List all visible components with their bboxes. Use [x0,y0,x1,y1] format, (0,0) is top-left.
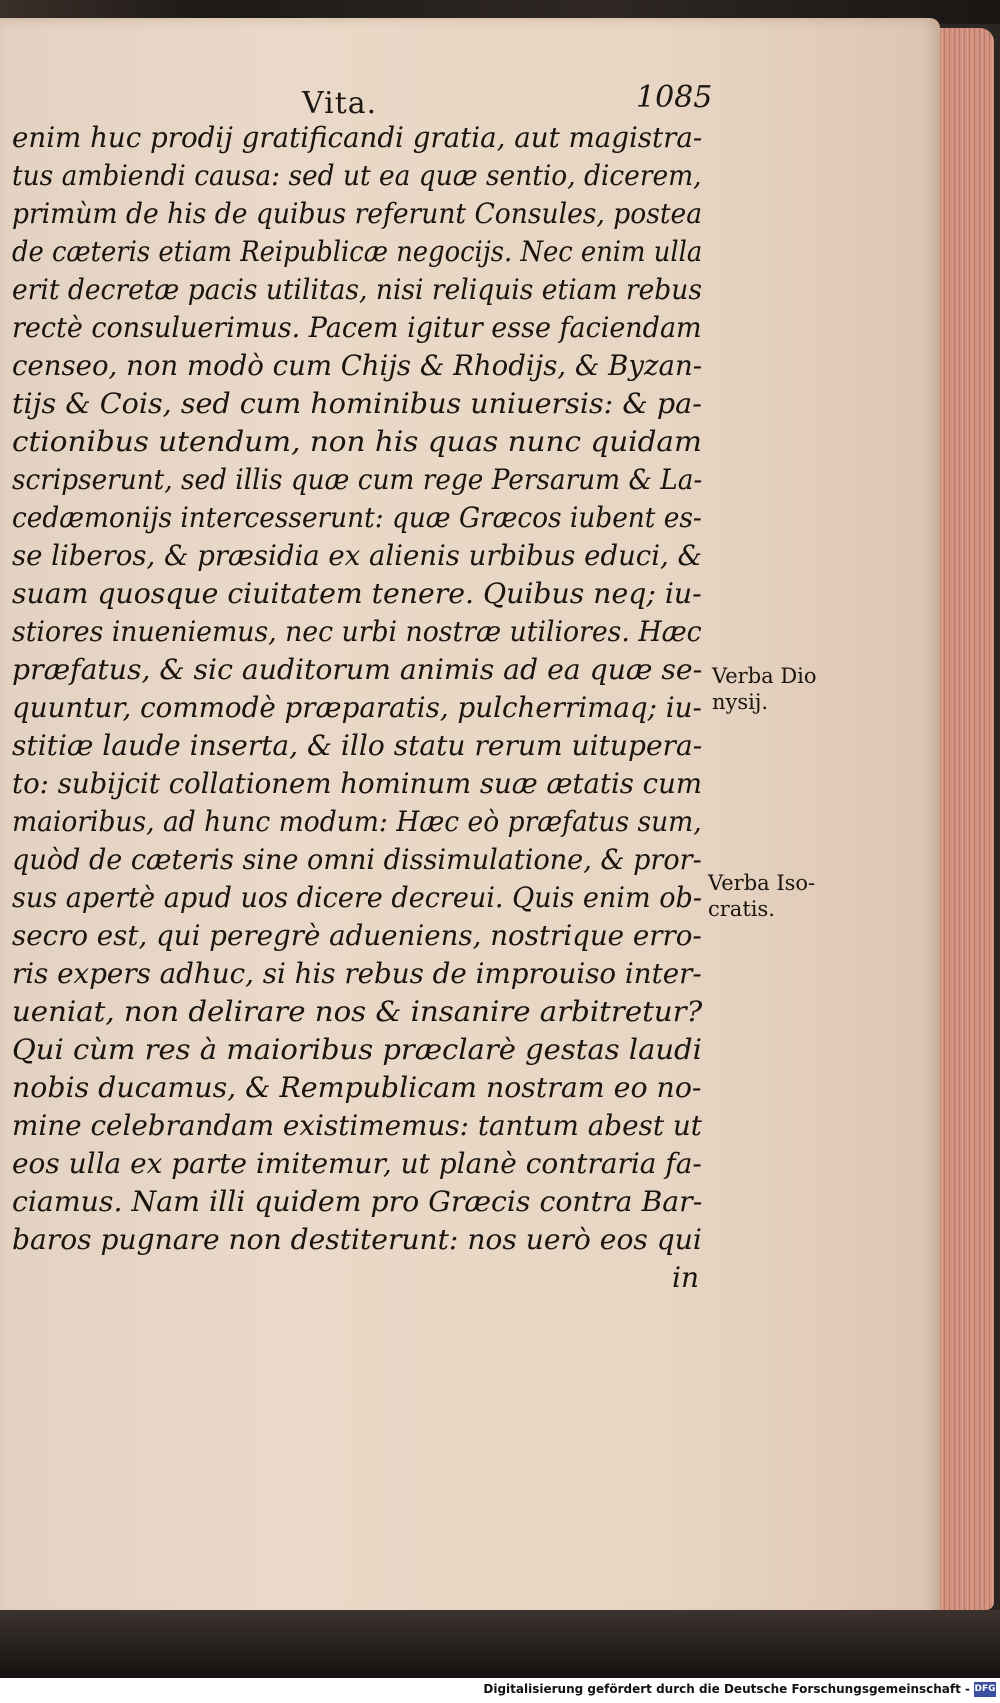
margin-note-isocrates: Verba Iso- cratis. [708,871,816,921]
text-line: eos ulla ex parte imitemur, ut planè contraria fa- [12,1147,702,1180]
text-line: ciamus. Nam illi quidem pro Græcis contra Bar- [12,1185,703,1218]
text-line: Qui cùm res à maioribus præclarè gestas laudi [12,1033,702,1066]
text-line: rectè consuluerimus. Pacem igitur esse faciendam [12,311,702,344]
funding-credit: Digitalisierung gefördert durch die Deutsche Forschungsgemeinschaft - [483,1682,970,1696]
dfg-logo-icon: DFG [974,1682,996,1697]
text-line: tijs & Cois, sed cum hominibus uniuersis: & pa- [12,387,702,420]
text-line: to: subijcit collationem hominum suæ ætatis cum [12,767,702,800]
text-line: ris expers adhuc, si his rebus de improuiso inter- [12,957,702,990]
text-line: quòd de cæteris sine omni dissimulatione, & pror- [12,843,702,876]
page-number: 1085 [636,80,713,115]
text-line: scripserunt, sed illis quæ cum rege Persarum & La- [12,463,703,496]
text-line: cedæmonijs intercesserunt: quæ Græcos iubent es- [12,501,702,534]
text-line: sus apertè apud uos dicere decreui. Quis enim ob- [12,881,702,914]
page-fore-edge [936,28,994,1610]
text-line: erit decretæ pacis utilitas, nisi reliquis etiam rebus [12,273,702,306]
text-line: nobis ducamus, & Rempublicam nostram eo no- [12,1071,702,1104]
text-line: se liberos, & præsidia ex alienis urbibus educi, & [12,539,703,572]
text-line: præfatus, & sic auditorum animis ad ea quæ se- [12,653,703,686]
book-page [0,18,940,1618]
text-line: tus ambiendi causa: sed ut ea quæ sentio, dicerem, [12,159,702,192]
text-line: mine celebrandam existimemus: tantum abest ut [12,1109,702,1142]
text-line: maioribus, ad hunc modum: Hæc eò præfatus sum, [12,805,702,838]
footer-bar [0,1678,1000,1703]
text-line: stitiæ laude inserta, & illo statu rerum uitupera- [12,729,703,762]
text-line: primùm de his de quibus referunt Consules, postea [12,197,703,230]
catchword: in [672,1261,699,1294]
margin-note-dionysius: Verba Dio nysij. [712,664,817,714]
book-bottom-shadow [0,1610,1000,1680]
running-head: Vita. [302,86,378,121]
text-line: censeo, non modò cum Chijs & Rhodijs, & Byzan- [12,349,703,382]
text-line: suam quosque ciuitatem tenere. Quibus neq; iu- [12,577,702,610]
text-line: ctionibus utendum, non his quas nunc quidam [12,425,702,458]
text-line: de cæteris etiam Reipublicæ negocijs. Nec enim ulla [12,235,703,268]
text-line: secro est, qui peregrè adueniens, nostrique erro- [12,919,702,952]
text-line: enim huc prodij gratificandi gratia, aut magistra- [12,121,703,154]
text-line: stiores inueniemus, nec urbi nostræ utiliores. Hæc [12,615,702,648]
text-line: ueniat, non delirare nos & insanire arbitretur? [12,995,703,1028]
text-line: quuntur, commodè præparatis, pulcherrimaq; iu- [12,691,702,724]
text-line: baros pugnare non destiterunt: nos uerò eos qui [12,1223,702,1256]
